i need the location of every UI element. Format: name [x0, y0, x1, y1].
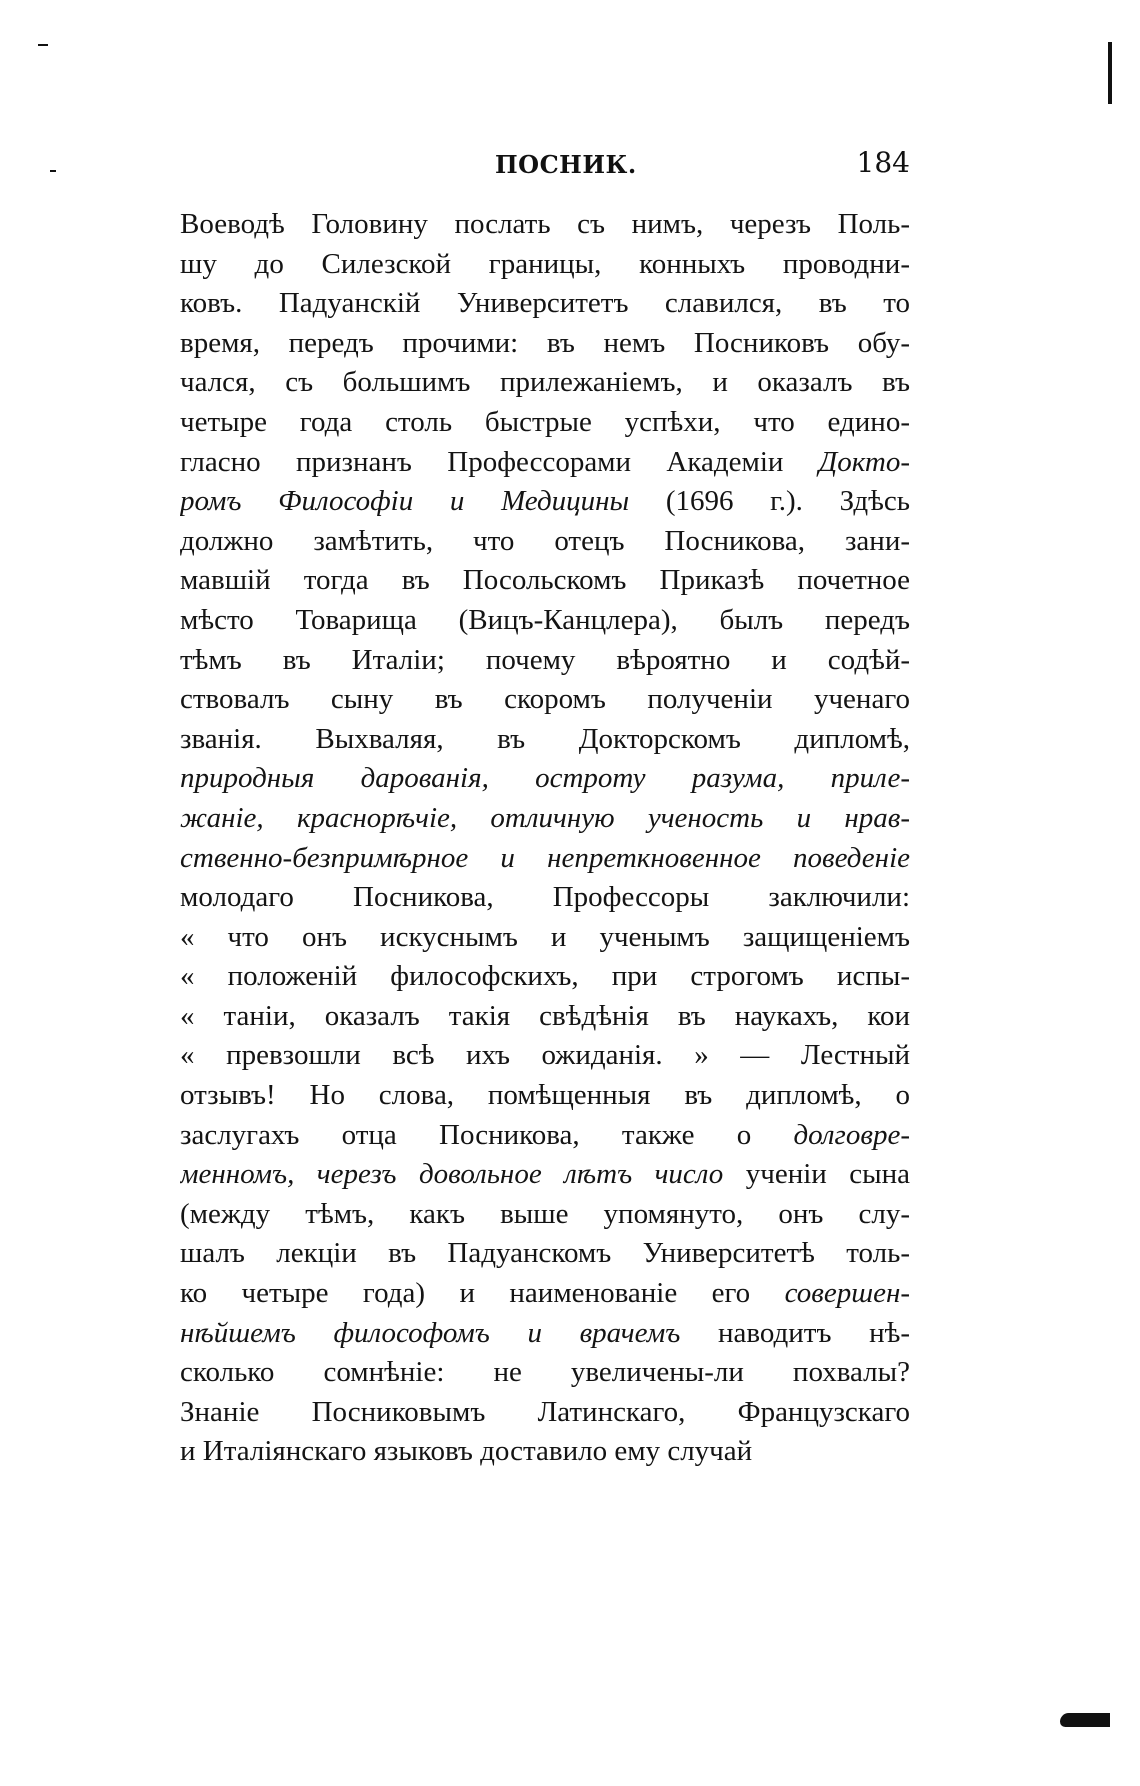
italic-segment: нѣйшемъ философомъ и врачемъ	[180, 1316, 681, 1349]
text-line	[180, 1393, 910, 1433]
text-segment: мавшій тогда въ Посольскомъ Приказѣ почетное	[180, 564, 910, 597]
text-segment: молодаго Посникова, Профессоры заключили:	[180, 881, 910, 914]
text-line	[180, 324, 910, 364]
text-line	[180, 1116, 910, 1156]
text-line	[180, 799, 910, 839]
text-line	[180, 522, 910, 562]
text-line	[180, 918, 910, 958]
text-segment: Воеводѣ Головину послать съ нимъ, черезъ Поль-	[180, 208, 910, 240]
text-segment: шу до Силезской границы, конныхъ проводни-	[180, 247, 910, 280]
italic-segment: менномъ, черезъ довольное лѣтъ число	[180, 1158, 724, 1191]
text-line	[180, 1195, 910, 1235]
text-segment: ствовалъ сыну въ скоромъ полученіи ученаго	[180, 683, 910, 716]
text-segment: шалъ лекціи въ Падуанскомъ Университетѣ толь-	[180, 1237, 910, 1270]
text-line	[180, 1076, 910, 1116]
text-segment: наводитъ нѣ-	[680, 1316, 910, 1349]
page-number: 184	[856, 146, 910, 179]
text-line	[180, 839, 910, 879]
text-segment: время, передъ прочими: въ немъ Посниковъ обу-	[180, 326, 910, 359]
text-segment: тѣмъ въ Италіи; почему вѣроятно и содѣй-	[180, 643, 910, 676]
italic-segment: жаніе, краснорѣчіе, отличную ученость и нрав-	[180, 801, 910, 834]
text-line	[180, 403, 910, 443]
italic-segment: долговре-	[793, 1118, 910, 1151]
text-line	[180, 957, 910, 997]
text-segment: ученіи сына	[723, 1158, 910, 1191]
text-line	[180, 205, 910, 245]
text-segment: мѣсто Товарища (Вицъ-Канцлера), былъ передъ	[180, 603, 910, 636]
italic-segment: ромъ Философіи и Медицины	[180, 485, 630, 518]
text-line	[180, 601, 910, 641]
italic-segment: совершен-	[784, 1277, 910, 1310]
text-segment: отзывъ! Но слова, помѣщенныя въ дипломѣ, о	[180, 1079, 910, 1112]
text-segment: чался, съ большимъ прилежаніемъ, и оказалъ въ	[180, 366, 910, 399]
body-text	[180, 205, 910, 1472]
text-line	[180, 284, 910, 324]
text-line	[180, 561, 910, 601]
scan-mark	[38, 44, 48, 46]
text-segment: ковъ. Падуанскій Университетъ славился, въ то	[180, 287, 910, 320]
text-line	[180, 1155, 910, 1195]
text-segment: ко четыре года) и наименованіе его	[180, 1277, 785, 1310]
running-head: ПОСНИК.	[495, 150, 637, 179]
text-segment: сколько сомнѣніе: не увеличены-ли похвалы?	[180, 1356, 910, 1389]
scan-mark	[1060, 1713, 1110, 1727]
text-segment: « положеній философскихъ, при строгомъ испы-	[180, 960, 910, 993]
text-line	[180, 1036, 910, 1076]
text-line	[180, 997, 910, 1037]
text-line	[180, 443, 910, 483]
italic-segment: природныя дарованія, остроту разума, приле-	[180, 762, 910, 795]
text-line	[180, 720, 910, 760]
scan-mark	[1108, 42, 1112, 104]
text-line	[180, 759, 910, 799]
text-segment: и Италіянскаго языковъ доставило ему случай	[180, 1435, 753, 1468]
text-segment: (1696 г.). Здѣсь	[629, 485, 910, 518]
text-segment: « превзошли всѣ ихъ ожиданія. » — Лестный	[180, 1039, 910, 1072]
text-segment: званія. Выхваляя, въ Докторскомъ дипломѣ,	[180, 722, 910, 755]
text-segment: (между тѣмъ, какъ выше упомянуто, онъ слу-	[180, 1197, 910, 1230]
text-line	[180, 1432, 910, 1472]
text-segment: « что онъ искуснымъ и ученымъ защищеніемъ	[180, 920, 910, 953]
text-line	[180, 1234, 910, 1274]
text-line	[180, 1274, 910, 1314]
text-segment: гласно признанъ Профессорами Академіи	[180, 445, 819, 478]
text-line	[180, 1314, 910, 1354]
text-segment: четыре года столь быстрые успѣхи, что едино-	[180, 405, 910, 438]
italic-segment: Докто-	[818, 445, 910, 478]
page-header	[180, 146, 910, 190]
text-segment: должно замѣтить, что отецъ Посникова, зани-	[180, 524, 910, 557]
text-line	[180, 641, 910, 681]
text-line	[180, 1353, 910, 1393]
text-line	[180, 245, 910, 285]
italic-segment: ственно-безпримѣрное и непреткновенное поведеніе	[180, 841, 910, 874]
text-segment: заслугахъ отца Посникова, также о	[180, 1118, 794, 1151]
text-segment: Знаніе Посниковымъ Латинскаго, Французскаго	[180, 1395, 910, 1428]
text-segment: « таніи, оказалъ такія свѣдѣнія въ наукахъ, кои	[180, 999, 910, 1032]
scan-mark	[50, 170, 56, 172]
text-line	[180, 680, 910, 720]
text-line	[180, 878, 910, 918]
text-line	[180, 482, 910, 522]
text-line	[180, 363, 910, 403]
